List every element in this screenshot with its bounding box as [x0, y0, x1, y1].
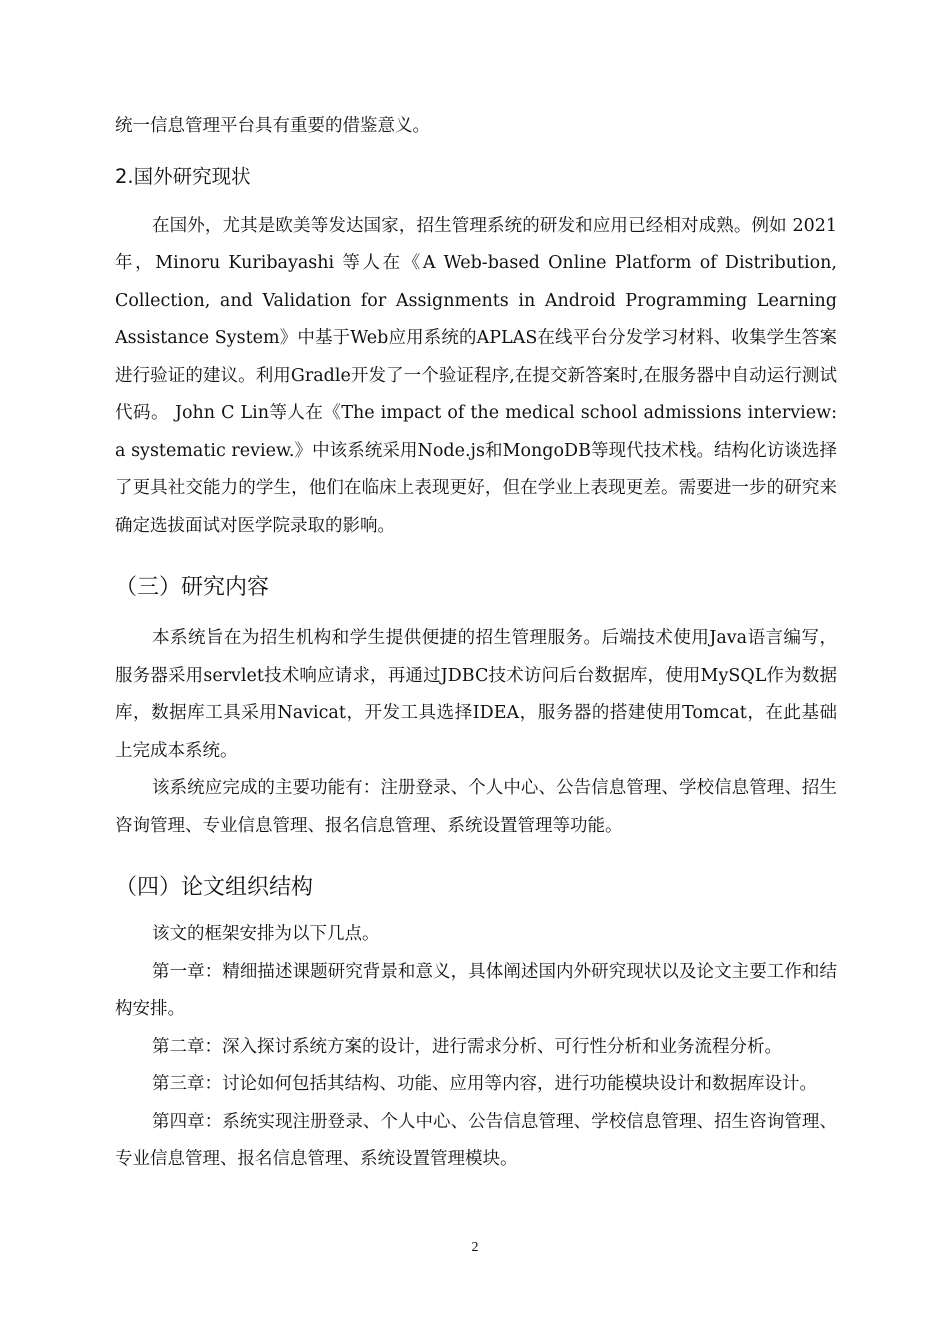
paragraph-chapter-4: 第四章：系统实现注册登录、个人中心、公告信息管理、学校信息管理、招生咨询管理、专业信息管理、报名信息管理、系统设置管理模块。: [115, 1111, 837, 1169]
section-heading-research-content: （三）研究内容: [115, 575, 270, 600]
paragraph-foreign-research: 在国外，尤其是欧美等发达国家，招生管理系统的研发和应用已经相对成熟。例如 2021 年，Minoru Kuribayashi 等人在《A Web-based Online Platform of Distribution, Collection, and Validation for Assignments in Android Programming Learning Assistance System》中基于Web应用系统的APLAS在线平台分发学习材料、收集学生答案进行验证的建议。利用Gradle开发了一个验证程序,在提交新答案时,在服务器中自动运行测试代码。 John C Lin等人在《The impact of the medical school admissions interview: a systematic review.》中该系统采用Node.js和MongoDB等现代技术栈。结构化访谈选择了更具社交能力的学生，他们在临床上表现更好，但在学业上表现更差。需要进一步的研究来确定选拔面试对医学院录取的影响。: [115, 215, 837, 536]
paragraph-research-content-1: 本系统旨在为招生机构和学生提供便捷的招生管理服务。后端技术使用Java语言编写，服务器采用servlet技术响应请求，再通过JDBC技术访问后台数据库，使用MySQL作为数据库，数据库工具采用Navicat，开发工具选择IDEA，服务器的搭建使用Tomcat，在此基础上完成本系统。: [115, 628, 837, 761]
paragraph-structure-intro: 该文的框架安排为以下几点。: [152, 924, 380, 944]
section-heading-thesis-structure: （四）论文组织结构: [115, 875, 314, 900]
paragraph-continued: 统一信息管理平台具有重要的借鉴意义。: [115, 116, 430, 136]
subheading-foreign-research: 2.国外研究现状: [115, 164, 251, 188]
page-number: 2: [471, 1240, 479, 1255]
paragraph-research-content-2: 该系统应完成的主要功能有：注册登录、个人中心、公告信息管理、学校信息管理、招生咨询管理、专业信息管理、报名信息管理、系统设置管理等功能。: [115, 778, 837, 836]
document-page: [115, 0, 837, 1179]
paragraph-chapter-3: 第三章：讨论如何包括其结构、功能、应用等内容，进行功能模块设计和数据库设计。: [152, 1074, 817, 1094]
paragraph-chapter-1: 第一章：精细描述课题研究背景和意义，具体阐述国内外研究现状以及论文主要工作和结构安排。: [115, 961, 837, 1019]
paragraph-chapter-2: 第二章：深入探讨系统方案的设计，进行需求分析、可行性分析和业务流程分析。: [152, 1036, 782, 1057]
